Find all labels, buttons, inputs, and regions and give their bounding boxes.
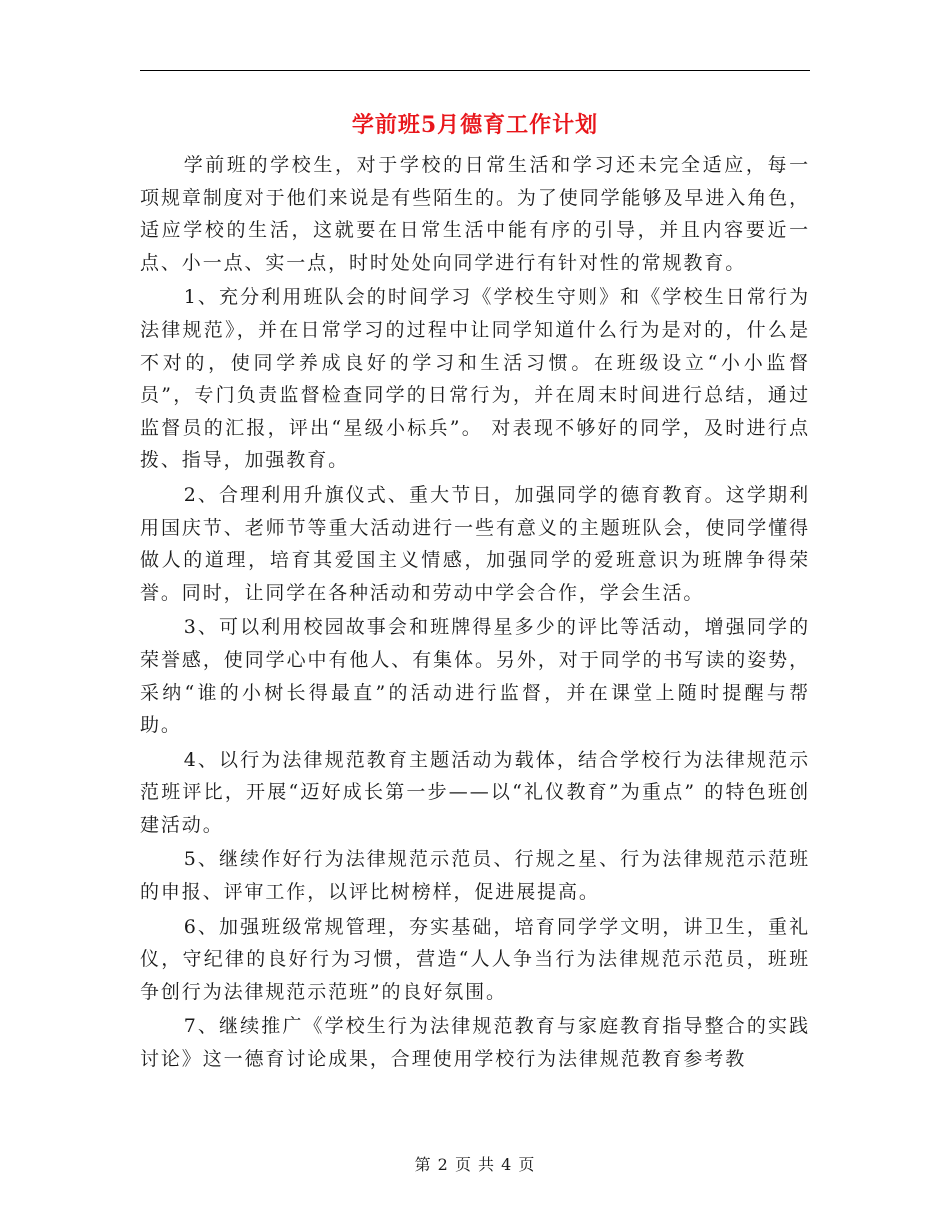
paragraph-item-3: 3、可以利用校园故事会和班牌得星多少的评比等活动，增强同学的荣誉感，使同学心中有他人、有集体。另外，对于同学的书写读的姿势，采纳“谁的小树长得最直”的活动进行监督，并在课堂上随时提醒与帮助。	[140, 616, 810, 737]
document-title: 学前班5月德育工作计划	[351, 112, 599, 138]
paragraph-item-5: 5、继续作好行为法律规范示范员、行规之星、行为法律规范示范班的申报、评审工作，以评比树榜样，促进展提高。	[140, 848, 810, 904]
paragraph-item-4: 4、以行为法律规范教育主题活动为载体，结合学校行为法律规范示范班评比，开展“迈好成长第一步——以“礼仪教育”为重点” 的特色班创建活动。	[140, 748, 810, 836]
document-body	[140, 149, 810, 1078]
header-rule	[140, 70, 810, 71]
paragraph-item-7: 7、继续推广《学校生行为法律规范教育与家庭教育指导整合的实践讨论》这一德育讨论成果，合理使用学校行为法律规范教育参考教	[140, 1015, 810, 1071]
paragraph-intro: 学前班的学校生，对于学校的日常生活和学习还未完全适应，每一项规章制度对于他们来说是有些陌生的。为了使同学能够及早进入角色，适应学校的生活，这就要在日常生活中能有序的引导，并且内容要近一点、小一点、实一点，时时处处向同学进行有针对性的常规教育。	[140, 154, 810, 274]
page-footer	[140, 1152, 810, 1175]
page-number-label: 第 2 页 共 4 页	[414, 1155, 536, 1174]
paragraph-item-6: 6、加强班级常规管理，夯实基础，培育同学学文明，讲卫生，重礼仪，守纪律的良好行为习惯，营造“人人争当行为法律规范示范员，班班争创行为法律规范示范班”的良好氛围。	[140, 915, 810, 1003]
paragraph-item-2: 2、合理利用升旗仪式、重大节日，加强同学的德育教育。这学期利用国庆节、老师节等重大活动进行一些有意义的主题班队会，使同学懂得做人的道理，培育其爱国主义情感，加强同学的爱班意识为班牌争得荣誉。同时，让同学在各种活动和劳动中学会合作，学会生活。	[140, 483, 810, 604]
paragraph-item-1: 1、充分利用班队会的时间学习《学校生守则》和《学校生日常行为法律规范》，并在日常学习的过程中让同学知道什么行为是对的，什么是不对的，使同学养成良好的学习和生活习惯。在班级设立“小小监督员”，专门负责监督检查同学的日常行为，并在周末时间进行总结，通过监督员的汇报，评出“星级小标兵”。 对表现不够好的同学，及时进行点拨、指导，加强教育。	[140, 286, 810, 472]
